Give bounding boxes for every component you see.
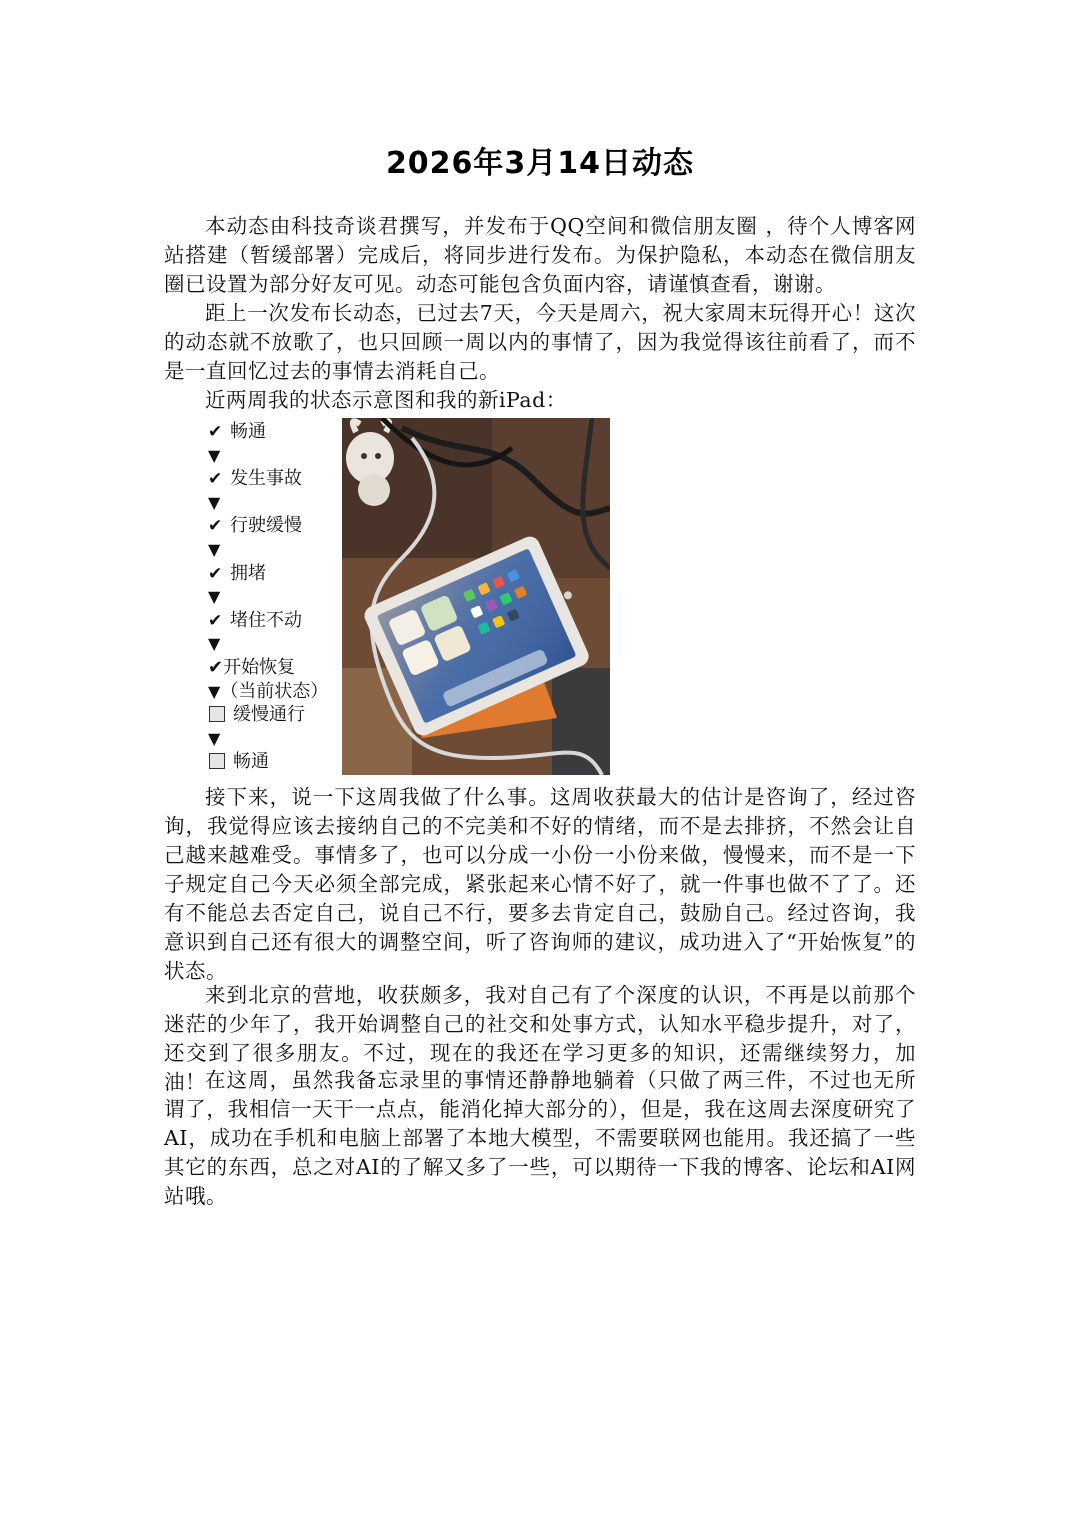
down-triangle-icon: ▼ [208,539,221,559]
down-triangle-icon: ▼ [208,634,221,654]
current-state-note: （当前状态） [220,680,329,702]
status-label: 畅通 [230,421,266,442]
status-step [208,467,348,491]
status-step [208,562,348,586]
check-icon: ✔ [208,563,223,584]
down-triangle-icon: ▼ [208,681,221,701]
check-icon: ✔ [208,610,223,631]
status-step-pending [208,703,348,727]
status-label: 行驶缓慢 [230,515,302,537]
status-arrow [208,680,348,704]
ipad-photo [342,418,610,775]
status-label: 拥堵 [230,562,266,584]
check-icon: ✔ [208,656,224,678]
paragraph-ai: 在这周，虽然我备忘录里的事情还静静地躺着（只做了两三件，不过也无所谓了，我相信一天干一点点，能消化掉大部分的），但是，我在这周去深度研究了AI，成功在手机和电脑上部署了本地大模型，不需要联网也能用。我还搞了一些其它的东西，总之对AI的了解又多了一些，可以期待一下我的博客、论坛和AI网站哦。 [164,1068,916,1208]
status-arrow [208,632,348,656]
status-arrow [208,727,348,751]
check-icon: ✔ [208,469,223,490]
down-triangle-icon: ▼ [208,492,221,512]
status-step-pending [208,750,348,774]
status-step [208,514,348,538]
status-step-current [208,656,348,680]
status-label: 开始恢复 [223,656,296,678]
status-arrow [208,491,348,515]
status-label: 堵住不动 [230,609,302,631]
status-step [208,609,348,633]
status-label: 畅通 [233,751,269,773]
paragraph-recap: 距上一次发布长动态，已过去7天，今天是周六，祝大家周末玩得开心！这次的动态就不放歌了，也只回顾一周以内的事情了，因为我觉得该往前看了，而不是一直回忆过去的事情去消耗自己。 [164,301,916,383]
empty-checkbox-icon [209,753,225,769]
down-triangle-icon: ▼ [208,728,221,748]
status-arrow [208,585,348,609]
status-diagram [208,420,348,774]
paragraph-beijing: 来到北京的营地，收获颇多，我对自己有了个深度的认识，不再是以前那个迷茫的少年了，我开始调整自己的社交和处事方式，认知水平稳步提升，对了，还交到了很多朋友。不过，现在的我还在学习更多的知识，还需继续努力，加油！ [164,983,916,1094]
ipad-photo-illustration [342,418,610,775]
down-triangle-icon: ▼ [208,587,221,607]
status-arrow [208,444,348,468]
status-step [208,420,348,444]
empty-checkbox-icon [209,706,225,722]
status-arrow [208,538,348,562]
paragraph-figure-caption: 近两周我的状态示意图和我的新iPad： [205,388,567,412]
check-icon: ✔ [208,422,223,442]
status-label: 发生事故 [230,468,302,490]
status-label: 缓慢通行 [233,704,305,726]
paragraph-this-week: 接下来，说一下这周我做了什么事。这周收获最大的估计是咨询了，经过咨询，我觉得应该去接纳自己的不完美和不好的情绪，而不是去排挤，不然会让自己越来越难受。事情多了，也可以分成一小份一小份来做，慢慢来，而不是一下子规定自己今天必须全部完成，紧张起来心情不好了，就一件事也做不了了。还有不能总去否定自己，说自己不行，要多去肯定自己，鼓励自己。经过咨询，我意识到自己还有很大的调整空间，听了咨询师的建议，成功进入了“开始恢复”的状态。 [164,785,916,983]
down-triangle-icon: ▼ [208,445,221,465]
page-title: 2026年3月14日动态 [385,146,695,181]
check-icon: ✔ [208,516,223,537]
paragraph-intro: 本动态由科技奇谈君撰写，并发布于QQ空间和微信朋友圈 ，待个人博客网站搭建（暂缓部署）完成后，将同步进行发布。为保护隐私，本动态在微信朋友圈已设置为部分好友可见。动态可能包含负面内容，请谨慎查看，谢谢。 [164,214,916,296]
